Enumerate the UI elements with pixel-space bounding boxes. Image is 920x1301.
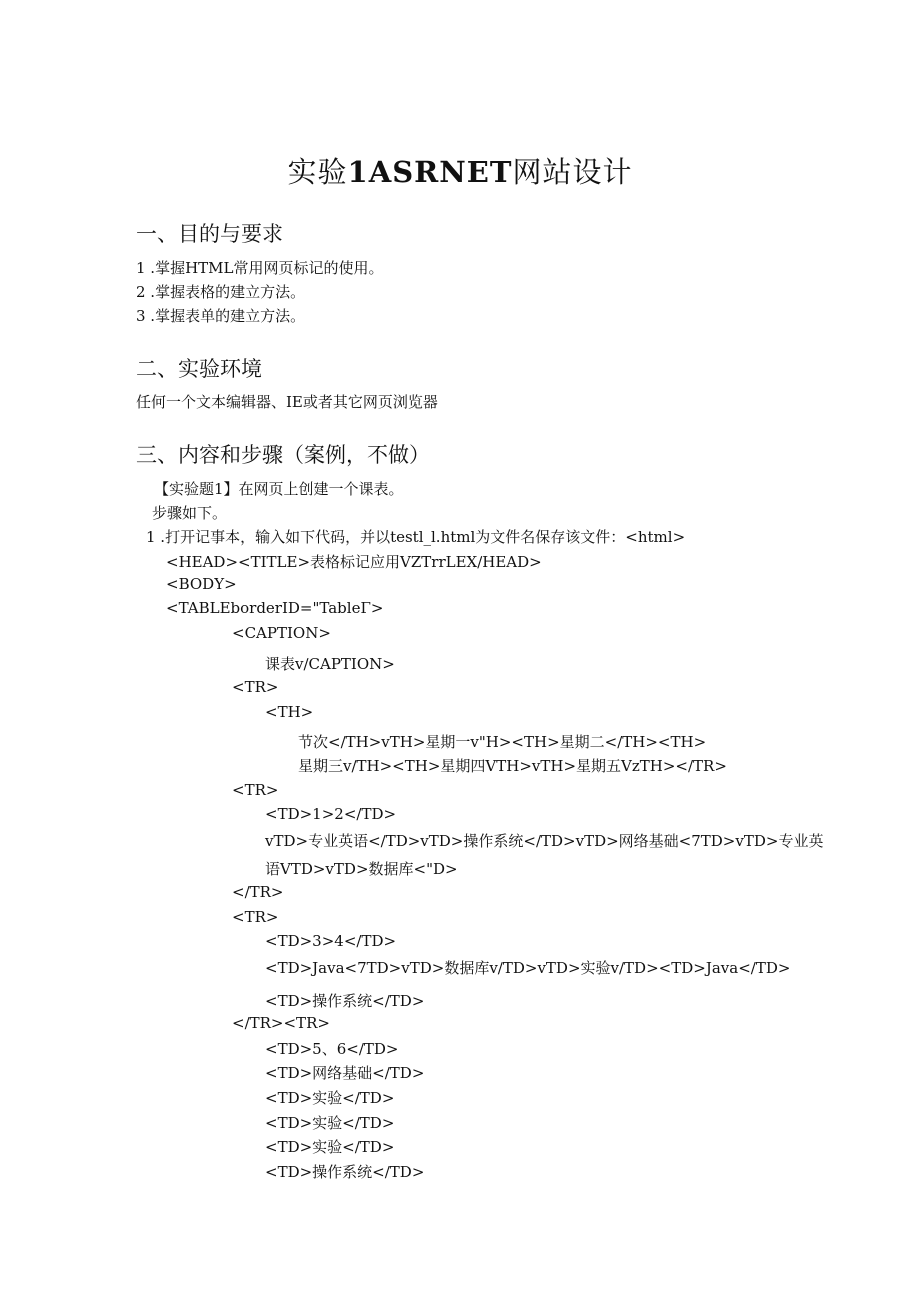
code-line: <TD>Java<7TD>vTD>数据库v∕TD>vTD>实验v∕TD><TD>Java</TD> xyxy=(265,959,791,977)
title-suffix: 网站设计 xyxy=(512,155,633,189)
code-line: <TD>1>2</TD> xyxy=(265,805,397,823)
code-line: <TR> xyxy=(232,908,279,926)
step-1: 1 .打开记事本，输入如下代码，并以testl_l.html为文件名保存该文件：<html> xyxy=(146,528,686,546)
steps-intro: 步骤如下。 xyxy=(152,504,228,522)
code-line: <TD>实验</TD> xyxy=(265,1138,395,1156)
section1-item-2: 2 .掌握表格的建立方法。 xyxy=(136,283,306,301)
code-line: <TD>5、6</TD> xyxy=(265,1040,399,1058)
code-line: <TABLEborderID="TableΓ> xyxy=(166,599,384,617)
section2-text: 任何一个文本编辑器、IE或者其它网页浏览器 xyxy=(136,393,438,411)
title-prefix: 实验 xyxy=(287,155,348,189)
code-line: <TD>网络基础</TD> xyxy=(265,1064,425,1082)
code-line: 课表v∕CAPTION> xyxy=(265,655,395,673)
code-line: <TR> xyxy=(232,781,279,799)
code-line: <TD>实验</TD> xyxy=(265,1089,395,1107)
code-line: <TH> xyxy=(265,703,314,721)
section1-item-1: 1 .掌握HTML常用网页标记的使用。 xyxy=(136,259,384,277)
code-line: <CAPTION> xyxy=(232,624,331,642)
code-line: <BODY> xyxy=(166,575,237,593)
code-line: 节次</TH>vTH>星期一v"H><TH>星期二</TH><TH> xyxy=(298,733,707,751)
section1-item-3: 3 .掌握表单的建立方法。 xyxy=(136,307,306,325)
section3-heading: 三、内容和步骤（案例，不做） xyxy=(136,443,430,467)
code-line: <TD>3>4</TD> xyxy=(265,932,397,950)
title-bold: 1ASRNET xyxy=(347,155,513,189)
code-line: <HEAD><TITLE>表格标记应用VZTrrLEX∕HEAD> xyxy=(166,553,542,571)
task-description: 【实验题1】在网页上创建一个课表。 xyxy=(154,480,404,498)
code-line: 语VTD>vTD>数据库<"D> xyxy=(265,860,458,878)
code-line: </TR> xyxy=(232,883,284,901)
section1-heading: 一、目的与要求 xyxy=(136,222,283,246)
code-line: </TR><TR> xyxy=(232,1014,330,1032)
code-line: 星期三v∕TH><TH>星期四VTH>vTH>星期五VzTH></TR> xyxy=(298,757,727,775)
code-line: <TD>操作系统</TD> xyxy=(265,992,425,1010)
code-line: <TD>操作系统</TD> xyxy=(265,1163,425,1181)
document-title xyxy=(0,150,920,191)
code-line: vTD>专业英语</TD>vTD>操作系统</TD>vTD>网络基础<7TD>vTD>专业英 xyxy=(265,832,824,850)
section2-heading: 二、实验环境 xyxy=(136,357,262,381)
code-line: <TR> xyxy=(232,678,279,696)
code-line: <TD>实验</TD> xyxy=(265,1114,395,1132)
